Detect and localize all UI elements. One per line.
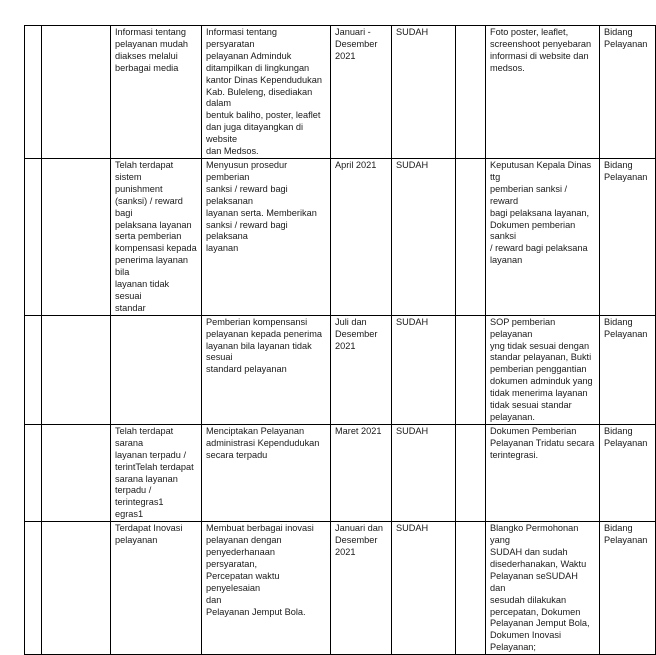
table-row — [25, 424, 656, 521]
time-text: Maret 2021 — [335, 425, 382, 436]
status-cell — [392, 424, 456, 521]
unit-text: Bidang Pelayanan — [604, 316, 648, 339]
evidence-cell — [486, 26, 600, 159]
category-cell — [42, 424, 111, 521]
indicator-text: Terdapat Inovasi pelayanan — [115, 523, 183, 546]
category-cell — [42, 158, 111, 315]
unit-text: Bidang Pelayanan — [604, 159, 648, 182]
unit-cell — [600, 26, 656, 159]
unit-cell — [600, 158, 656, 315]
time-cell — [331, 315, 392, 424]
blank-cell — [456, 158, 486, 315]
number-cell — [25, 26, 42, 159]
evidence-text: Keputusan Kepala Dinas ttg pemberian sanksi / reward bagi pelaksana layanan, Dokumen pemberian sanksi / reward bagi pelaksana layanan — [490, 159, 592, 266]
number-cell — [25, 522, 42, 655]
evidence-cell — [486, 424, 600, 521]
activity-text: Menyusun prosedur pemberian sanksi / reward bagi pelaksanan layanan serta. Memberikan sanksi / reward bagi pelaksana layanan — [206, 159, 317, 254]
blank-cell — [456, 522, 486, 655]
unit-text: Bidang Pelayanan — [604, 425, 648, 448]
number-cell — [25, 424, 42, 521]
evidence-text: SOP pemberian pelayanan yng tidak sesuai dengan standar pelayanan, Bukti pemberian penggantian dokumen adminduk yang tidak menerima layanan tidak sesuai standar pelayanan. — [490, 316, 593, 422]
table-row — [25, 315, 656, 424]
time-text: April 2021 — [335, 159, 377, 170]
number-cell — [25, 315, 42, 424]
activity-text: Informasi tentang persyaratan pelayanan Adminduk ditampilkan di lingkungan kantor Dinas Kependudukan Kab. Buleleng, disediakan dalam bentuk baliho, poster, leaflet dan juga ditayangkan di website dan Medsos. — [206, 27, 322, 157]
status-text: SUDAH — [396, 425, 429, 436]
unit-cell — [600, 424, 656, 521]
indicator-cell — [111, 522, 202, 655]
time-cell — [331, 26, 392, 159]
time-cell — [331, 522, 392, 655]
indicator-cell — [111, 315, 202, 424]
activity-cell — [202, 522, 331, 655]
program-table — [24, 25, 656, 655]
time-text: Juli dan Desember 2021 — [335, 316, 378, 351]
category-cell — [42, 26, 111, 159]
indicator-cell — [111, 158, 202, 315]
evidence-cell — [486, 315, 600, 424]
status-cell — [392, 522, 456, 655]
evidence-cell — [486, 158, 600, 315]
activity-cell — [202, 158, 331, 315]
status-text: SUDAH — [396, 159, 429, 170]
activity-text: Pemberian kompensansi pelayanan kepada penerima layanan bila layanan tidak sesuai standard pelayanan — [206, 316, 322, 375]
activity-cell — [202, 315, 331, 424]
status-text: SUDAH — [396, 316, 429, 327]
indicator-cell — [111, 424, 202, 521]
table-row — [25, 158, 656, 315]
activity-cell — [202, 26, 331, 159]
unit-text: Bidang Pelayanan — [604, 523, 648, 546]
blank-cell — [456, 315, 486, 424]
indicator-text: Telah terdapat sarana layanan terpadu / terintTelah terdapat sarana layanan terpadu / terintegras1 egras1 — [115, 425, 194, 520]
unit-text: Bidang Pelayanan — [604, 27, 648, 49]
category-cell — [42, 522, 111, 655]
activity-text: Membuat berbagai inovasi pelayanan dengan penyederhanaan persyaratan, Percepatan waktu penyelesaian dan Pelayanan Jemput Bola. — [206, 523, 314, 617]
evidence-text: Dokumen Pemberian Pelayanan Tridatu secara terintegrasi. — [490, 425, 595, 460]
time-cell — [331, 424, 392, 521]
indicator-cell — [111, 26, 202, 159]
category-cell — [42, 315, 111, 424]
indicator-text: Informasi tentang pelayanan mudah diakses melalui berbagai media — [115, 27, 189, 73]
unit-cell — [600, 522, 656, 655]
time-text: Januari dan Desember 2021 — [335, 523, 384, 557]
status-text: SUDAH — [396, 523, 429, 534]
blank-cell — [456, 26, 486, 159]
status-text: SUDAH — [396, 27, 429, 37]
activity-cell — [202, 424, 331, 521]
evidence-text: Blangko Permohonan yang SUDAH dan sudah disederhanakan, Waktu Pelayanan seSUDAH dan sesudah dilakukan percepatan, Dokumen Pelayanan Jemput Bola, Dokumen Inovasi Pelayanan; — [490, 523, 590, 653]
evidence-cell — [486, 522, 600, 655]
indicator-text: Telah terdapat sistem punishment (sanksi) / reward bagi pelaksana layanan serta pemberian kompensasi kepada penerima layanan bila layanan tidak sesuai standar — [115, 159, 197, 313]
evidence-text: Foto poster, leaflet, screenshoot penyebaran informasi di website dan medsos. — [490, 27, 592, 73]
table-row — [25, 522, 656, 655]
status-cell — [392, 26, 456, 159]
unit-cell — [600, 315, 656, 424]
number-cell — [25, 158, 42, 315]
time-text: Januari - Desember 2021 — [335, 27, 378, 61]
table-row — [25, 26, 656, 159]
status-cell — [392, 158, 456, 315]
blank-cell — [456, 424, 486, 521]
status-cell — [392, 315, 456, 424]
activity-text: Menciptakan Pelayanan administrasi Kependudukan secara terpadu — [206, 425, 320, 460]
time-cell — [331, 158, 392, 315]
